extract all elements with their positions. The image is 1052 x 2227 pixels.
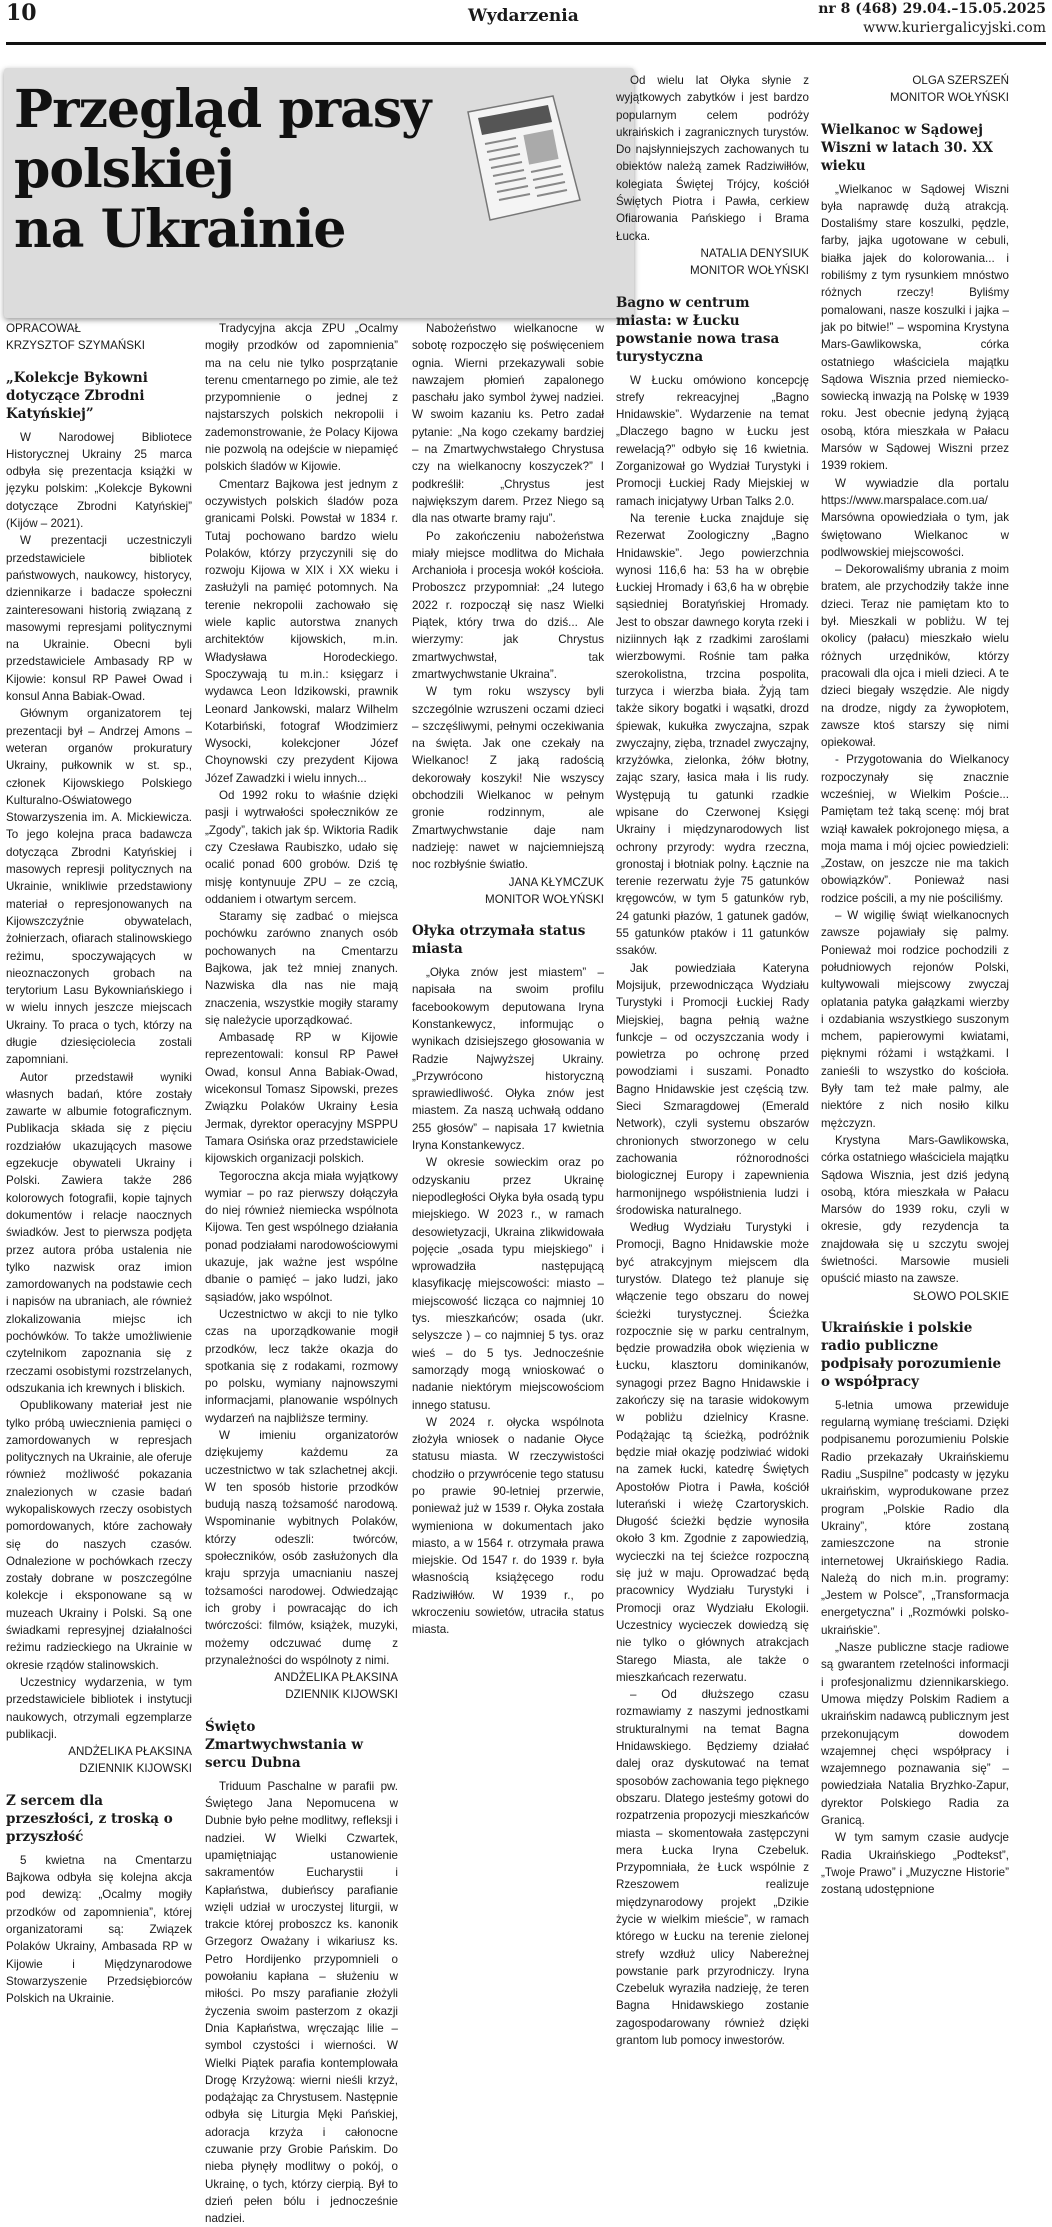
article-1-byline: ANDŻELIKA PŁAKSINA (68, 1745, 192, 1759)
article-3-source: MONITOR WOŁYŃSKI (485, 892, 604, 906)
article-4-headline: Ołyka otrzymała status miasta (412, 923, 586, 958)
credit-author: KRZYSZTOF SZYMAŃSKI (6, 339, 145, 353)
page-number: 10 (6, 0, 37, 26)
article-2-paragraph: 5 kwietna na Cmentarzu Bajkowa odbyła się kolejna akcja pod dewizą: „Ocalmy mogiły przodków od zapomnienia”, której organizatorami są: Związek Polaków Ukrainy, Ambasada RP w Kijowie i Międzynarodowe Stowarzyszenie Przedsiębiorców Polskich na Ukrainie. (6, 1853, 192, 2006)
site-link[interactable]: www.kuriergalicyjski.com (863, 20, 1046, 36)
credit-line: OPRACOWAŁ (6, 322, 81, 335)
title-line-1: Przegląd prasy (14, 79, 431, 140)
article-2-source: DZIENNIK KIJOWSKI (285, 1688, 398, 1702)
article-5-paragraph: Na terenie Łucka znajduje się Rezerwat Zoologiczny „Bagno Hnidawskie”. Jego powierzchnia wynosi 116,6 ha: 53 ha w obrębie Łuckiej Hromady i 63,6 ha w obrębie sąsiedniej Boratyńskiej Hromady. Jest to obszar dawnego koryta rzeki i niziinnych łąk z rzadkimi zaroślami wierzbowymi. Rośnie tam pałka szerokolistna, trzcina pospolita, turzyca i wierzba biała. Żyją tam także sikory bogatki i wąsatki, drozd śpiewak, kukułka zwyczajna, szpak zwyczajny, zięba, trznadel zwyczajny, krzyżówka, zielonka, żółw błotny, zając szary, łasica mała i lis rudy. Występują tu gatunki rzadkie wpisane do Czerwonej Księgi Ukrainy i międzynarodowych list ochrony przyrody: wydra rzeczna, gronostaj i błotniak polny. Łącznie na terenie rezerwatu żyje 75 gatunków kręgowców, w tym 5 gatunków ryb, 24 gatunki płazów, 1 gatunek gadów, 55 gatunków ptaków i 11 gatunków ssaków. (616, 511, 809, 958)
section-title: Wydarzenia (468, 6, 579, 26)
article-1-paragraph: W Narodowej Bibliotece Historycznej Ukrainy 25 marca odbyła się prezentacja książki w języku polskim: „Kolekcje Bykowni dotyczące Zbrodni Katyńskiej” (Kijów – 2021). (6, 430, 192, 531)
issue-number: nr 8 (468) 29.04.–15.05.2025 (818, 1, 1046, 17)
article-1-paragraph: Autor przedstawił wyniki własnych badań, które zostały zawarte w albumie fotograficznym. Publikacja składa się z pięciu rozdziałów ukazujących masowe egzekucje obywateli Ukrainy i Polski. Zawiera także 286 kolorowych fotografii, kopie tajnych dokumentów i relacje naocznych świadków. Jest to pierwsza podjęta przez autora próba ustalenia nie tylko nazwisk oraz imion zamordowanych na podstawie cech i napisów na ubraniach, ale również zlokalizowania miejsc ich pochówków. To także umożliwienie czytelnikom zapoznania się z rzeczami osobistymi rozstrzelanych, odszukania ich krewnych i bliskich. (6, 1070, 192, 1395)
article-6-source: SŁOWO POLSKIE (913, 1289, 1009, 1303)
article-2-paragraph: Cmentarz Bajkowa jest jednym z oczywistych polskich śladów poza granicami Polski. Powstał w 1834 r. Tutaj pochowano bardzo wielu Polaków, którzy przyczynili się do rozwoju Kijowa w XIX i XX wieku i zasłużyli na pamięć potomnych. Na terenie nekropolii zachowało się wiele kaplic autorstwa znanych architektów kijowskich, m.in. Władysława Horodeckiego. Spoczywają tu m.in.: księgarz i wydawca Leon Idzikowski, prawnik Leonard Jankowski, malarz Wilhelm Kotarbiński, fotograf Włodzimierz Wysocki, kolekcjoner Józef Choynowski czy prezydent Kijowa Józef Zawadzki i wielu innych... (205, 477, 398, 785)
article-2-paragraph: Staramy się zadbać o miejsca pochówku zarówno znanych osób pochowanych na Cmentarzu Bajkowa, jak też mniej znanych. Nazwiska dla nas nie mają znaczenia, wszystkie mogiły staramy się należycie uporządkować. (205, 910, 398, 1027)
article-6-paragraph: – Dekorowaliśmy ubrania z moim bratem, ale przychodziły także inne dzieci. Teraz nie pamiętam kto to był. Mieszkali w pobliżu. W tej okolicy (pałacu) mieszkało wielu różnych urzędników, którzy pracowali dla ojca i mieli dzieci. A te dzieci biegały wszędzie. Ale nigdy na drodze, nigdy za żywopłotem, zawsze ktoś starszy się nimi opiekował. (821, 563, 1009, 750)
article-6-paragraph: „Wielkanoc w Sądowej Wiszni była naprawdę dużą atrakcją. Dostaliśmy stare koszulki, pędzle, farby, jajka ugotowane w cebuli, białka jajek do kolorowania... i robiliśmy z tym rysunkiem mnóstwo różnych rzeczy! Byliśmy pomalowani, nasze koszulki i jajka – jak po bitwie!” – wspomina Krystyna Mars-Gawlikowska, córka ostatniego właściciela majątku Sądowa Wisznia przed niemiecko-sowiecką inwazją na Polskę w 1939 roku. Jest obecnie jedyną żyjącą osobą, która mieszkała w Pałacu Marsów w Sądowej Wiszni przez 1939 rokiem. (821, 182, 1009, 473)
article-2-paragraph: Uczestnictwo w akcji to nie tylko czas na uporządkowanie mogił przodków, lecz także okazja do spotkania się z rodakami, rozmowy po polsku, wymiany najnowszymi informacjami, planowanie wspólnych wydarzeń na najbliższe terminy. (205, 1307, 398, 1425)
article-1-paragraph: Opublikowany materiał jest nie tylko próbą uwiecznienia pamięci o zamordowanych w represjach politycznych na Ukrainie, ale oferuje również możliwość pokazania znalezionych w czasie badań wykopaliskowych rzeczy osobistych pomordowanych, które zachowały się do naszych czasów. Odnalezione w pochówkach rzeczy zostały dobrane w poszczególne kolekcje i eksponowane są w muzeach Ukrainy i Polski. Są one świadkami represyjnej działalności reżimu radzieckiego na Ukrainie w okresie rządów stalinowskich. (6, 1399, 192, 1672)
article-5-paragraph: Jak powiedziała Kateryna Mojsijuk, przewodnicząca Wydziału Turystyki i Promocji Łuckiej Rady Miejskiej, bagna pełnią ważne funkcje – od oczyszczania wody i powietrza po ochronę przed powodziami i suszami. Ponadto Bagno Hnidawskie jest częścią tzw. Sieci Szmaragdowej (Emerald Network), czyli systemu obszarów chronionych stworzonego w celu zachowania różnorodności biologicznej Europy i zapewnienia harmonijnego współistnienia ludzi i środowiska naturalnego. (616, 961, 809, 1217)
article-5-paragraph: Według Wydziału Turystyki i Promocji, Bagno Hnidawskie może być atrakcyjnym miejscem dla turystów. Dlatego też planuje się włączenie tego obszaru do nowej ścieżki turystycznej. Ścieżka rozpocznie się w parku centralnym, będzie prowadziła obok więzienia w Łucku, klasztoru dominikanów, synagogi przez Bagno Hnidawskie i zakończy się na tarasie widokowym w pobliżu dzielnicy Krasne. Podążając tą ścieżką, podróżnik będzie miał okazję podziwiać widoki na zamek łucki, katedrę Świętych Apostołów Piotra i Pawła, kościół luterański i wieżę Czartoryskich. Długość ścieżki będzie wynosiła około 3 km. Zgodnie z zapowiedzią, wycieczki na tej ścieżce rozpoczną się już w maju. Oprowadzać będą pracownicy Wydziału Turystyki i Promocji oraz Wydziału Ekologii. Uczestnicy wycieczek dowiedzą się nie tylko o głównych atrakcjach Starego Miasta, ale także o mieszkańcach rezerwatu. (616, 1221, 809, 1684)
article-4-byline: NATALIA DENYSIUK (700, 246, 809, 260)
article-5-source: MONITOR WOŁYŃSKI (890, 91, 1009, 105)
column-3 (412, 320, 604, 1637)
column-1 (6, 320, 192, 2006)
article-1-source: DZIENNIK KIJOWSKI (79, 1762, 192, 1776)
article-4-paragraph: „Ołyka znów jest miastem” – napisała na swoim profilu facebookowym deputowana Iryna Konstankewycz, informując o wynikach dzisiejszego głosowania w Radzie Najwyższej Ukrainy. „Przywrócono historyczną sprawiedliwość. Ołyka znów jest miastem. Za naszą uchwałą oddano 255 głosów” – napisała 17 kwietnia Iryna Konstankewycz. (412, 966, 604, 1153)
article-6-paragraph: – W wigilię świąt wielkanocnych zawsze pojawiały się palmy. Ponieważ moi rodzice pochodzili z południowych rejonów Polski, kultywowali miejscowy zwyczaj oplatania patyka gałązkami wierzby i ozdabiania wszystkiego suszonym mchem, papierowymi kwiatami, pięknymi różami i wstążkami. I zanieśli to wszystko do kościoła. Były tam też małe palmy, ale niektóre z nich nosiło kilku mężczyzn. (821, 909, 1009, 1130)
article-4-paragraph: Od wielu lat Ołyka słynie z wyjątkowych zabytków i jest bardzo popularnym celem podróży ukraińskich i zagranicznych turystów. Do najsłynniejszych zachowanych tu obiektów należą zamek Radziwiłłów, kolegiata Świętej Trójcy, kościół Świętych Piotra i Pawła, cerkiew Ofiarowania Pańskiego i Brama Łucka. (616, 74, 809, 243)
column-4 (616, 72, 809, 2048)
article-2-paragraph: Tradycyjna akcja ZPU „Ocalmy mogiły przodków od zapomnienia” ma na celu nie tylko posprzątanie terenu cmentarnego po zimie, ale też przypomnienie o jednej z najstarszych polskich nekropolii i zademonstrowanie, że Polacy Kijowa nie pozwolą na odejście w niepamięć polskich śladów w Kijowie. (205, 322, 398, 474)
article-7-paragraph: 5-letnia umowa przewiduje regularną wymianę treściami. Dzięki podpisanemu porozumieniu Polskie Radio przekazały Ukraińskiemu Radiu „Suspilne” podcasty w języku ukraińskim, wyprodukowane przez program „Polskie Radio dla Ukrainy”, które zostaną zamieszczone na stronie internetowej Ukraińskiego Radia. Należą do nich m.in. programy: „Jestem w Polsce”, „Transformacja energetyczna” i „Rozmówki polsko-ukraińskie”. (821, 1398, 1009, 1637)
article-7-paragraph: W tym samym czasie audycje Radia Ukraińskiego „Podtekst”, „Twoje Prawo” i „Muzyczne Historie” zostaną udostępnione (821, 1831, 1009, 1897)
article-1-paragraph: W prezentacji uczestniczyli przedstawiciele bibliotek państwowych, naukowcy, historycy, dziennikarze i badacze społeczni zainteresowani historią związaną z masowymi represjami politycznymi na Ukrainie. Obecni byli przedstawiciele Ambasady RP w Kijowie: konsul RP Paweł Owad i konsul Anna Babiak-Owad. (6, 534, 192, 704)
article-2-headline: Z sercem dla przeszłości, z troską o przyszłość (6, 1792, 173, 1845)
article-4-paragraph: W 2024 r. ołycka wspólnota złożyła wniosek o nadanie Ołyce statusu miasta. W rzeczywistości chodziło o przywrócenie tego statusu po prawie 90-letniej przerwie, ponieważ już w 1539 r. Ołyka została wymieniona w dokumentach jako miasto, a w 1564 r. otrzymała prawa miejskie. Od 1547 r. do 1939 r. była własnością książęcego rodu Radziwiłłów. W 1939 r., po wkroczeniu sowietów, utraciła status miasta. (412, 1415, 604, 1637)
article-7-paragraph: „Nasze publiczne stacje radiowe są gwarantem rzetelności informacji i profesjonalizmu dziennikarskiego. Umowa między Polskim Radiem a ukraińskim nadawcą publicznym jest przekonującym dowodem wzajemnej chęci współpracy i wzajemnego poznawania się” – powiedziała Natalia Bryzhko-Zapur, dyrektor Polskiego Radia za Granicą. (821, 1641, 1009, 1828)
column-2 (205, 320, 398, 2226)
article-5-byline: OLGA SZERSZEŃ (912, 74, 1009, 87)
article-3-byline: JANA KŁYMCZUK (508, 875, 604, 889)
article-3-paragraph: Triduum Paschalne w parafii pw. Świętego Jana Nepomucena w Dubnie było pełne modlitwy, refleksji i nadziei. W Wielki Czwartek, upamiętniając ustanowienie sakramentów Eucharystii i Kapłaństwa, dubieńscy parafianie wzięli udział w uroczystej liturgii, w trakcie której proboszcz ks. kanonik Grzegorz Oważany i wikariusz ks. Petro Hordijenko przypomnieli o powołaniu kapłana – służeniu w miłości. Po mszy parafianie złożyli życzenia swoim pasterzom z okazji Dnia Kapłaństwa, wręczając lilie – symbol czystości i wierności. W Wielki Piątek parafia kontemplowała Drogę Krzyżową: wierni nieśli krzyż, podążając za Chrystusem. Następnie odbyła się Liturgia Męki Pańskiej, adoracja krzyża i całonocne czuwanie przy Grobie Pańskim. Do nieba płynęły modlitwy o pokój, o Ukrainę, o tych, którzy cierpią. Był to dzień pełen bólu i jednocześnie nadziei. (205, 1779, 398, 2226)
header-rule (6, 42, 1046, 45)
column-5 (821, 72, 1009, 1897)
article-5-paragraph: – Od dłuższego czasu rozmawiamy z naszymi jednostkami strukturalnymi na temat Bagna Hnidawskiego. Będziemy działać dalej oraz dyskutować na temat sposobów zachowania tego pięknego obszaru. Dlatego jesteśmy gotowi do rozpatrzenia propozycji mieszkańców miasta – skomentowała zastępczyni mera Łucka Iryna Czebeluk. Przypomniała, że Łuck wspólnie z Rzeszowem realizuje międzynarodowy projekt „Dzikie życie w wielkim mieście”, w ramach którego w Łucku na terenie zielonej strefy wzdłuż ulicy Nabereżnej powstanie park przyrodniczy. Iryna Czebeluk wyraziła nadzieję, że teren Bagna Hnidawskiego zostanie zagospodarowany również dzięki grantom lub pomocy inwestorów. (616, 1688, 809, 2048)
article-6-paragraph: W wywiadzie dla portalu https://www.marspalace.com.ua/ Marsówna opowiedziała o tym, jak świętowano Wielkanoc w podlwowskiej miejscowości. (821, 476, 1009, 559)
newspaper-icon (458, 92, 588, 224)
article-1-paragraph: Głównym organizatorem tej prezentacji był – Andrzej Amons – weteran organów prokuratury Ukrainy, pułkownik w st. sp., członek Kijowskiego Polskiego Kulturalno-Oświatowego Stowarzyszenia im. A. Mickiewicza. To jego kolejna praca badawcza dotycząca Zbrodni Katyńskiej i masowych represji politycznych na Ukrainie, wnikliwie przedstawiony materiał o represjonowanych na Kijowszczyźnie obywatelach, żołnierzach, ofiarach stalinowskiego reżimu, spoczywających w nieoznaczonych grobach na terytorium Lasu Bykowniańskiego i w wielu innych jeszcze miejscach Ukrainy. To praca o tych, którzy na długie dziesięciolecia zostali zapomniani. (6, 707, 192, 1067)
issue-info (818, 0, 1046, 38)
article-3-paragraph: Nabożeństwo wielkanocne w sobotę rozpoczęło się poświęceniem ognia. Wierni przekazywali sobie nawzajem płomień zapalonego paschału jako symbol żywej nadziei. W swoim kazaniu ks. Petro zadał pytanie: „Na kogo czekamy bardziej – na Zmartwychwstałego Chrystusa czy na wielkanocny koszyczek?” I podkreślił: „Chrystus jest największym darem. Przez Niego są dla nas otwarte bramy raju”. (412, 322, 604, 526)
title-line-2: polskiej (14, 139, 234, 200)
article-2-byline: ANDŻELIKA PŁAKSINA (274, 1671, 398, 1685)
article-3-paragraph: W tym roku wszyscy byli szczególnie wzruszeni oczami dzieci – szczęśliwymi, pełnymi oczekiwania na święta. Jak one czekały na Wielkanoc! Z jaką radością dekorowały koszyki! Nie wszyscy obchodzili Wielkanoc w pełnym gronie rodzinnym, ale Zmartwychwstanie daje nam nadzieję: nawet w najciemniejszą noc rozbłyśnie światło. (412, 685, 604, 872)
article-2-paragraph: Od 1992 roku to właśnie dzięki pasji i wytrwałości społeczników ze „Zgody”, takich jak śp. Wiktoria Radik czy Czesława Raubiszko, udało się ocalić ponad 600 grobów. Dziś tę misję kontynuuje ZPU – ze czcią, oddaniem i otwartym sercem. (205, 789, 398, 906)
article-3-paragraph: Po zakończeniu nabożeństwa miały miejsce modlitwa do Michała Archanioła i procesja wokół kościoła. Proboszcz przypomniał: „24 lutego 2022 r. rozpoczął się nasz Wielki Piątek, który trwa do dziś... Ale wierzymy: jak Chrystus zmartwychwstał, tak zmartwychwstanie Ukraina”. (412, 529, 604, 681)
article-2-paragraph: Ambasadę RP w Kijowie reprezentowali: konsul RP Paweł Owad, konsul Anna Babiak-Owad, wicekonsul Tomasz Sipowski, prezes Związku Polaków Ukrainy Łesia Jermak, dyrektor operacyjny MSPPU Tamara Osińska oraz przedstawiciele kijowskich organizacji polskich. (205, 1031, 398, 1166)
article-5-paragraph: W Łucku omówiono koncepcję strefy rekreacyjnej „Bagno Hnidawskie”. Wydarzenie na temat „Dlaczego bagno w Łucku jest rewelacją?” odbyło się 16 kwietnia. Zorganizował go Wydział Turystyki i Promocji Łuckiej Rady Miejskiej w ramach inicjatywy Urban Talks 2.0. (616, 373, 809, 508)
article-1-headline: „Kolekcje Bykowni dotyczące Zbrodni Katyńskiej” (6, 369, 148, 422)
article-2-paragraph: W imieniu organizatorów dziękujemy każdemu za uczestnictwo w tak szlachetnej akcji. W ten sposób historie przodków budują naszą tożsamość narodową. Wspominanie wybitnych Polaków, którzy odeszli: twórców, społeczników, osób zasłużonych dla kraju sprzyja umacnianiu naszej tożsamości narodowej. Odwiedzając ich groby i powracając do ich twórczości: filmów, książek, muzyki, możemy odczuwać dumę z przynależności do wspólnoty z nimi. (205, 1429, 398, 1667)
article-6-paragraph: Krystyna Mars-Gawlikowska, córka ostatniego właściciela majątku Sądowa Wisznia, jest dziś jedyną osobą, która mieszkała w Pałacu Marsów do 1939 roku, czyli w okresie, gdy rezydencja ta znajdowała się u szczytu swojej świetności. Marsowie musieli opuścić miasto na zawsze. (821, 1133, 1009, 1286)
article-1-paragraph: Uczestnicy wydarzenia, w tym przedstawiciele bibliotek i instytucji naukowych, otrzymali egzemplarze publikacji. (6, 1675, 192, 1741)
article-6-paragraph: - Przygotowania do Wielkanocy rozpoczynały się znacznie wcześniej, w Wielkim Poście... Pamiętam też taką scenę: mój brat wziął kawałek pokrojonego mięsa, a moja mama i mój ojciec powiedzieli: „Zostaw, on jeszcze nie ma takich obowiązków”. Ponieważ nasi rodzice pościli, a my nie pościliśmy. (821, 753, 1009, 905)
article-3-headline: Święto Zmartwychwstania w sercu Dubna (205, 1718, 363, 1771)
article-4-paragraph: W okresie sowieckim oraz po odzyskaniu przez Ukrainę niepodległości Ołyka była osadą typu miejskiego. W 2023 r., w ramach desowietyzacji, Ukraina zlikwidowała pojęcie „osada typu miejskiego” i wprowadziła następującą klasyfikację miejscowości: miasto – miejscowość licząca co najmniej 10 tys. mieszkańców; osada (ukr. selyszcze ) – co najmniej 5 tys. oraz wieś – do 5 tys. Jednocześnie samorządy mogą wnioskować o nadanie niektórym miejscowościom innego statusu. (412, 1156, 604, 1412)
title-line-3: na Ukrainie (14, 199, 346, 260)
page-title (14, 80, 484, 260)
article-5-headline: Bagno w centrum miasta: w Łucku powstanie nowa trasa turystyczna (616, 294, 780, 365)
article-6-headline: Wielkanoc w Sądowej Wiszni w latach 30. XX wieku (821, 121, 994, 174)
article-4-source: MONITOR WOŁYŃSKI (690, 264, 809, 278)
page-header (0, 0, 1052, 42)
article-7-headline: Ukraińskie i polskie radio publiczne podpisały porozumienie o współpracy (821, 1319, 1002, 1390)
article-2-paragraph: Tegoroczna akcja miała wyjątkowy wymiar – po raz pierwszy dołączyła do niej również niemiecka wspólnota Kijowa. Ten gest wspólnego działania ponad podziałami narodowościowymi ukazuje, jak ważne jest wspólne dbanie o pamięć – jako ludzi, jako sąsiadów, jako wspólnot. (205, 1169, 398, 1304)
